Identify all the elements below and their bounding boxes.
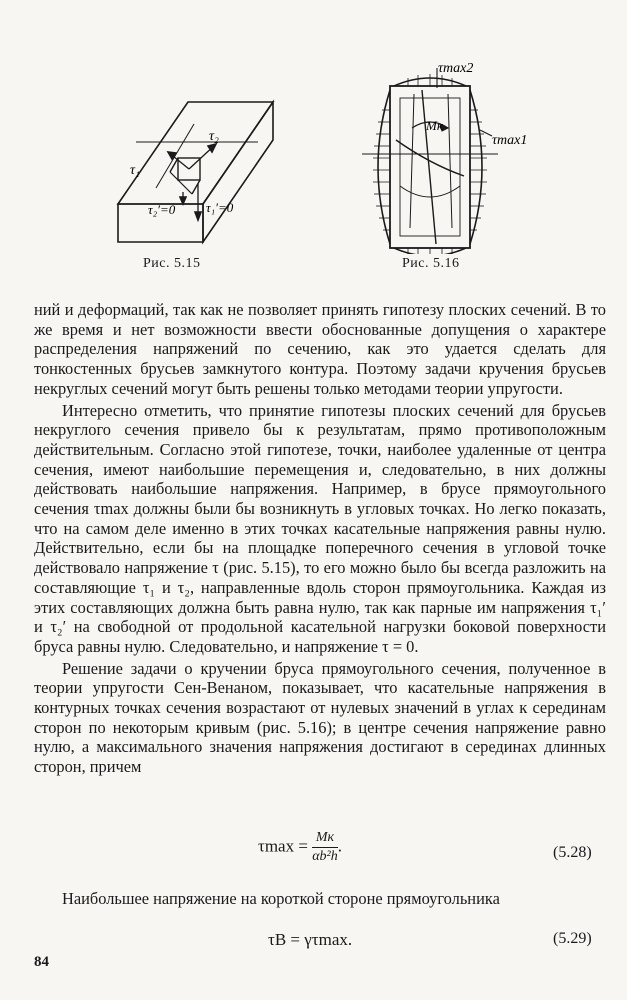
body-text <box>34 300 606 777</box>
paragraph-3: Решение задачи о кручении бруса прямоугольного сечения, полученное в теории упругости Сен-Венаном, показывает, что касательные напряжения в контурных точках сечения возрастают от нулевых значений в углах к серединам сторон по некоторым кривым (рис. 5.16); в центре сечения напряжение равно нулю, а максимального значения напряжения достигают в серединах длинных сторон, причем <box>34 658 606 777</box>
equation-5-28-denominator: αb²h <box>312 849 338 864</box>
figure-5-16-caption: Рис. 5.16 <box>402 256 460 271</box>
paragraph-2: Интересно отметить, что принятие гипотезы плоских сечений для брусьев некруглого сечения привело бы к результатам, прямо противоположным действительным. Согласно этой гипотезе, точки, наиболее удаленные от центра сечения, имеют наибольшие перемещения и, следовательно, в них должны действовать наибольшие напряжения. Например, в брусе прямоугольного сечения τmax должны были бы возникнуть в угловых точках. Но легко показать, что на самом деле именно в этих точках касательные напряжения равны нулю. Действительно, если бы на площадке поперечного сечения в угловой точке действовало напряжение τ (рис. 5.15), то его можно было бы всегда разложить на составляющие τ₁ и τ₂, направленные вдоль сторон прямоугольника. Каждая из этих составляющих должна быть равна нулю, так как парные им напряжения τ₁′ и τ₂′ на свободной от продольной касательной нагрузки боковой поверхности бруса равны нулю. Следовательно, и напряжение τ = 0. <box>34 400 606 656</box>
equation-5-29-number: (5.29) <box>553 930 592 947</box>
equation-5-28-number: (5.28) <box>553 844 592 861</box>
equation-5-28-fraction <box>312 830 338 865</box>
tau2-label: τ₂ <box>209 129 219 144</box>
stress-distribution-diagram <box>352 58 592 254</box>
tau1-label: τ₁ <box>130 163 140 178</box>
tau-max2-label: τmax2 <box>438 61 474 76</box>
equation-5-28-numerator: Mк <box>312 830 338 848</box>
text-after-equation <box>34 889 606 909</box>
equation-5-29: τB = γτmax. <box>268 930 353 949</box>
figure-5-16 <box>352 58 592 254</box>
figure-5-15 <box>108 92 288 252</box>
paragraph-1: ний и деформаций, так как не позволяет принять гипотезу плоских сечений. В то же время и нет возможности ввести обоснованные допущения о характере распределения напряжений по сечению, как это удается сделать для тонкостенных брусьев замкнутого контура. Поэтому задачи кручения брусьев некруглых сечений могут быть решены только методами теории упругости. <box>34 300 606 398</box>
tau2-prime-label: τ₂′=0 <box>148 202 176 217</box>
page-number: 84 <box>34 954 49 970</box>
tau-max1-label: τmax1 <box>492 133 528 148</box>
torque-label: Mк <box>426 118 443 133</box>
figure-5-15-caption: Рис. 5.15 <box>143 256 201 271</box>
bar-corner-diagram <box>108 92 288 252</box>
equation-5-28-tail: . <box>337 836 342 856</box>
tau1-prime-label: τ₁′=0 <box>206 200 234 215</box>
equation-5-28-lhs: τmax = <box>258 836 308 856</box>
equation-5-28 <box>258 830 342 865</box>
paragraph-4: Наибольшее напряжение на короткой стороне прямоугольника <box>62 889 500 908</box>
